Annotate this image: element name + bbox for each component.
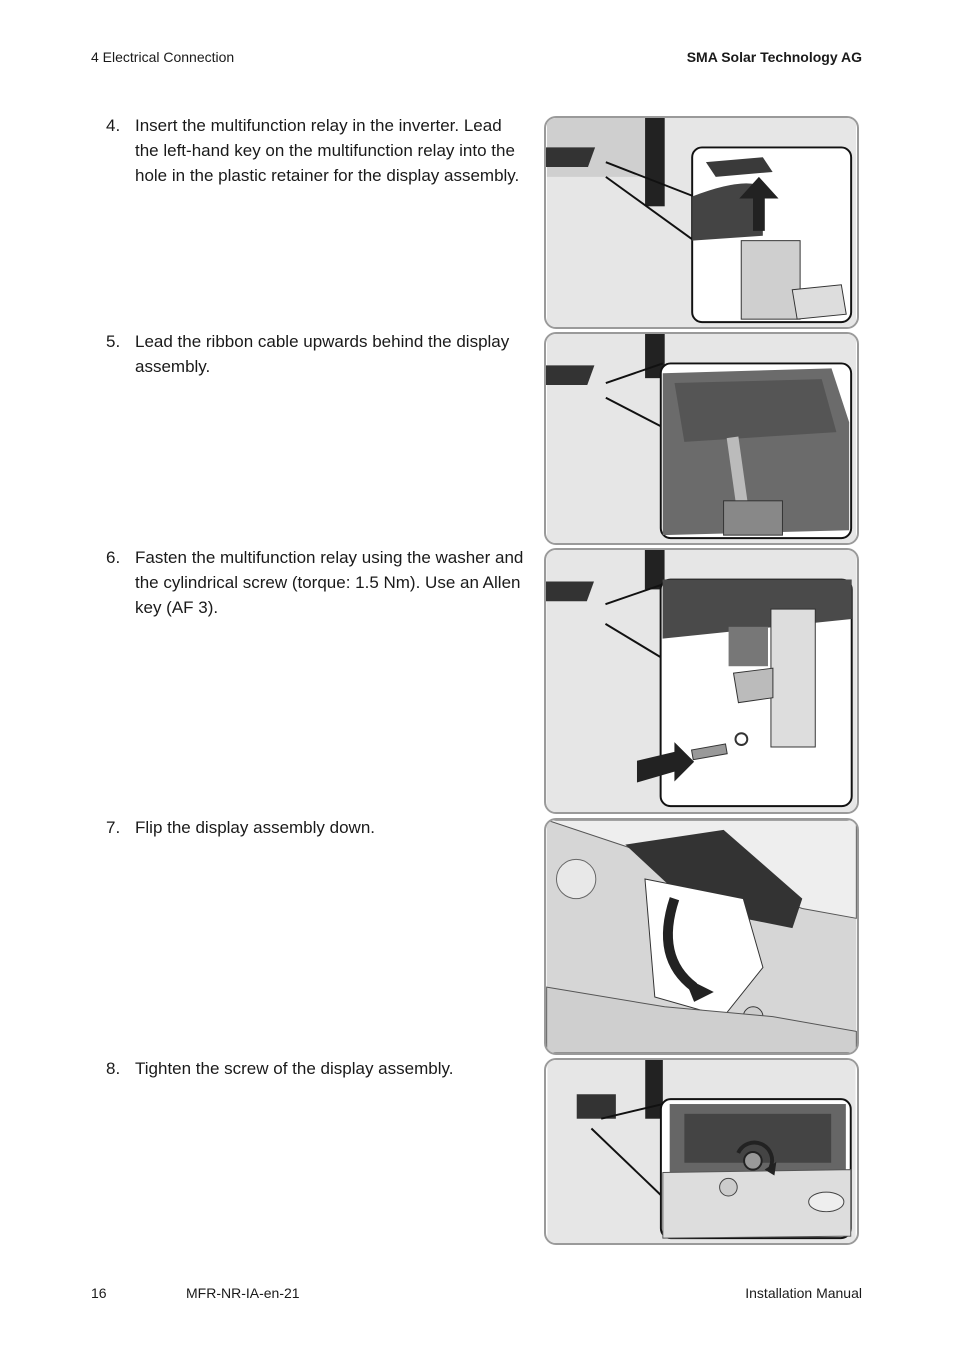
figure-insert-relay bbox=[544, 116, 859, 329]
step-number: 8. bbox=[106, 1059, 121, 1078]
step-number: 7. bbox=[106, 818, 121, 837]
illustration bbox=[546, 820, 857, 1053]
header-company: SMA Solar Technology AG bbox=[686, 49, 862, 65]
step-text: Lead the ribbon cable upwards behind the display assembly. bbox=[135, 332, 510, 376]
step-4 bbox=[106, 113, 526, 188]
step-number: 4. bbox=[106, 116, 121, 135]
illustration bbox=[546, 1060, 857, 1243]
footer-doc-code: MFR-NR-IA-en-21 bbox=[186, 1285, 300, 1301]
illustration bbox=[546, 550, 857, 812]
step-text: Fasten the multifunction relay using the washer and the cylindrical screw (torque: 1.5 Nm). Use an Allen key (AF 3). bbox=[135, 548, 524, 617]
figure-ribbon-cable bbox=[544, 332, 859, 545]
figure-fasten-relay bbox=[544, 548, 859, 814]
step-8 bbox=[106, 1056, 526, 1081]
step-number: 5. bbox=[106, 332, 121, 351]
step-text: Flip the display assembly down. bbox=[135, 818, 376, 837]
illustration bbox=[546, 118, 857, 327]
step-6 bbox=[106, 545, 526, 620]
figure-tighten-screw bbox=[544, 1058, 859, 1245]
header-section-title: 4 Electrical Connection bbox=[91, 49, 235, 65]
footer-doc-type: Installation Manual bbox=[745, 1285, 862, 1301]
step-text: Insert the multifunction relay in the inverter. Lead the left-hand key on the multifunction relay into the hole in the plastic retainer for the display assembly. bbox=[135, 116, 520, 185]
step-5 bbox=[106, 329, 526, 379]
illustration bbox=[546, 334, 857, 543]
step-text: Tighten the screw of the display assembly. bbox=[135, 1059, 454, 1078]
step-number: 6. bbox=[106, 548, 121, 567]
step-7 bbox=[106, 815, 526, 840]
footer-page-number: 16 bbox=[91, 1285, 107, 1301]
figure-flip-display bbox=[544, 818, 859, 1055]
